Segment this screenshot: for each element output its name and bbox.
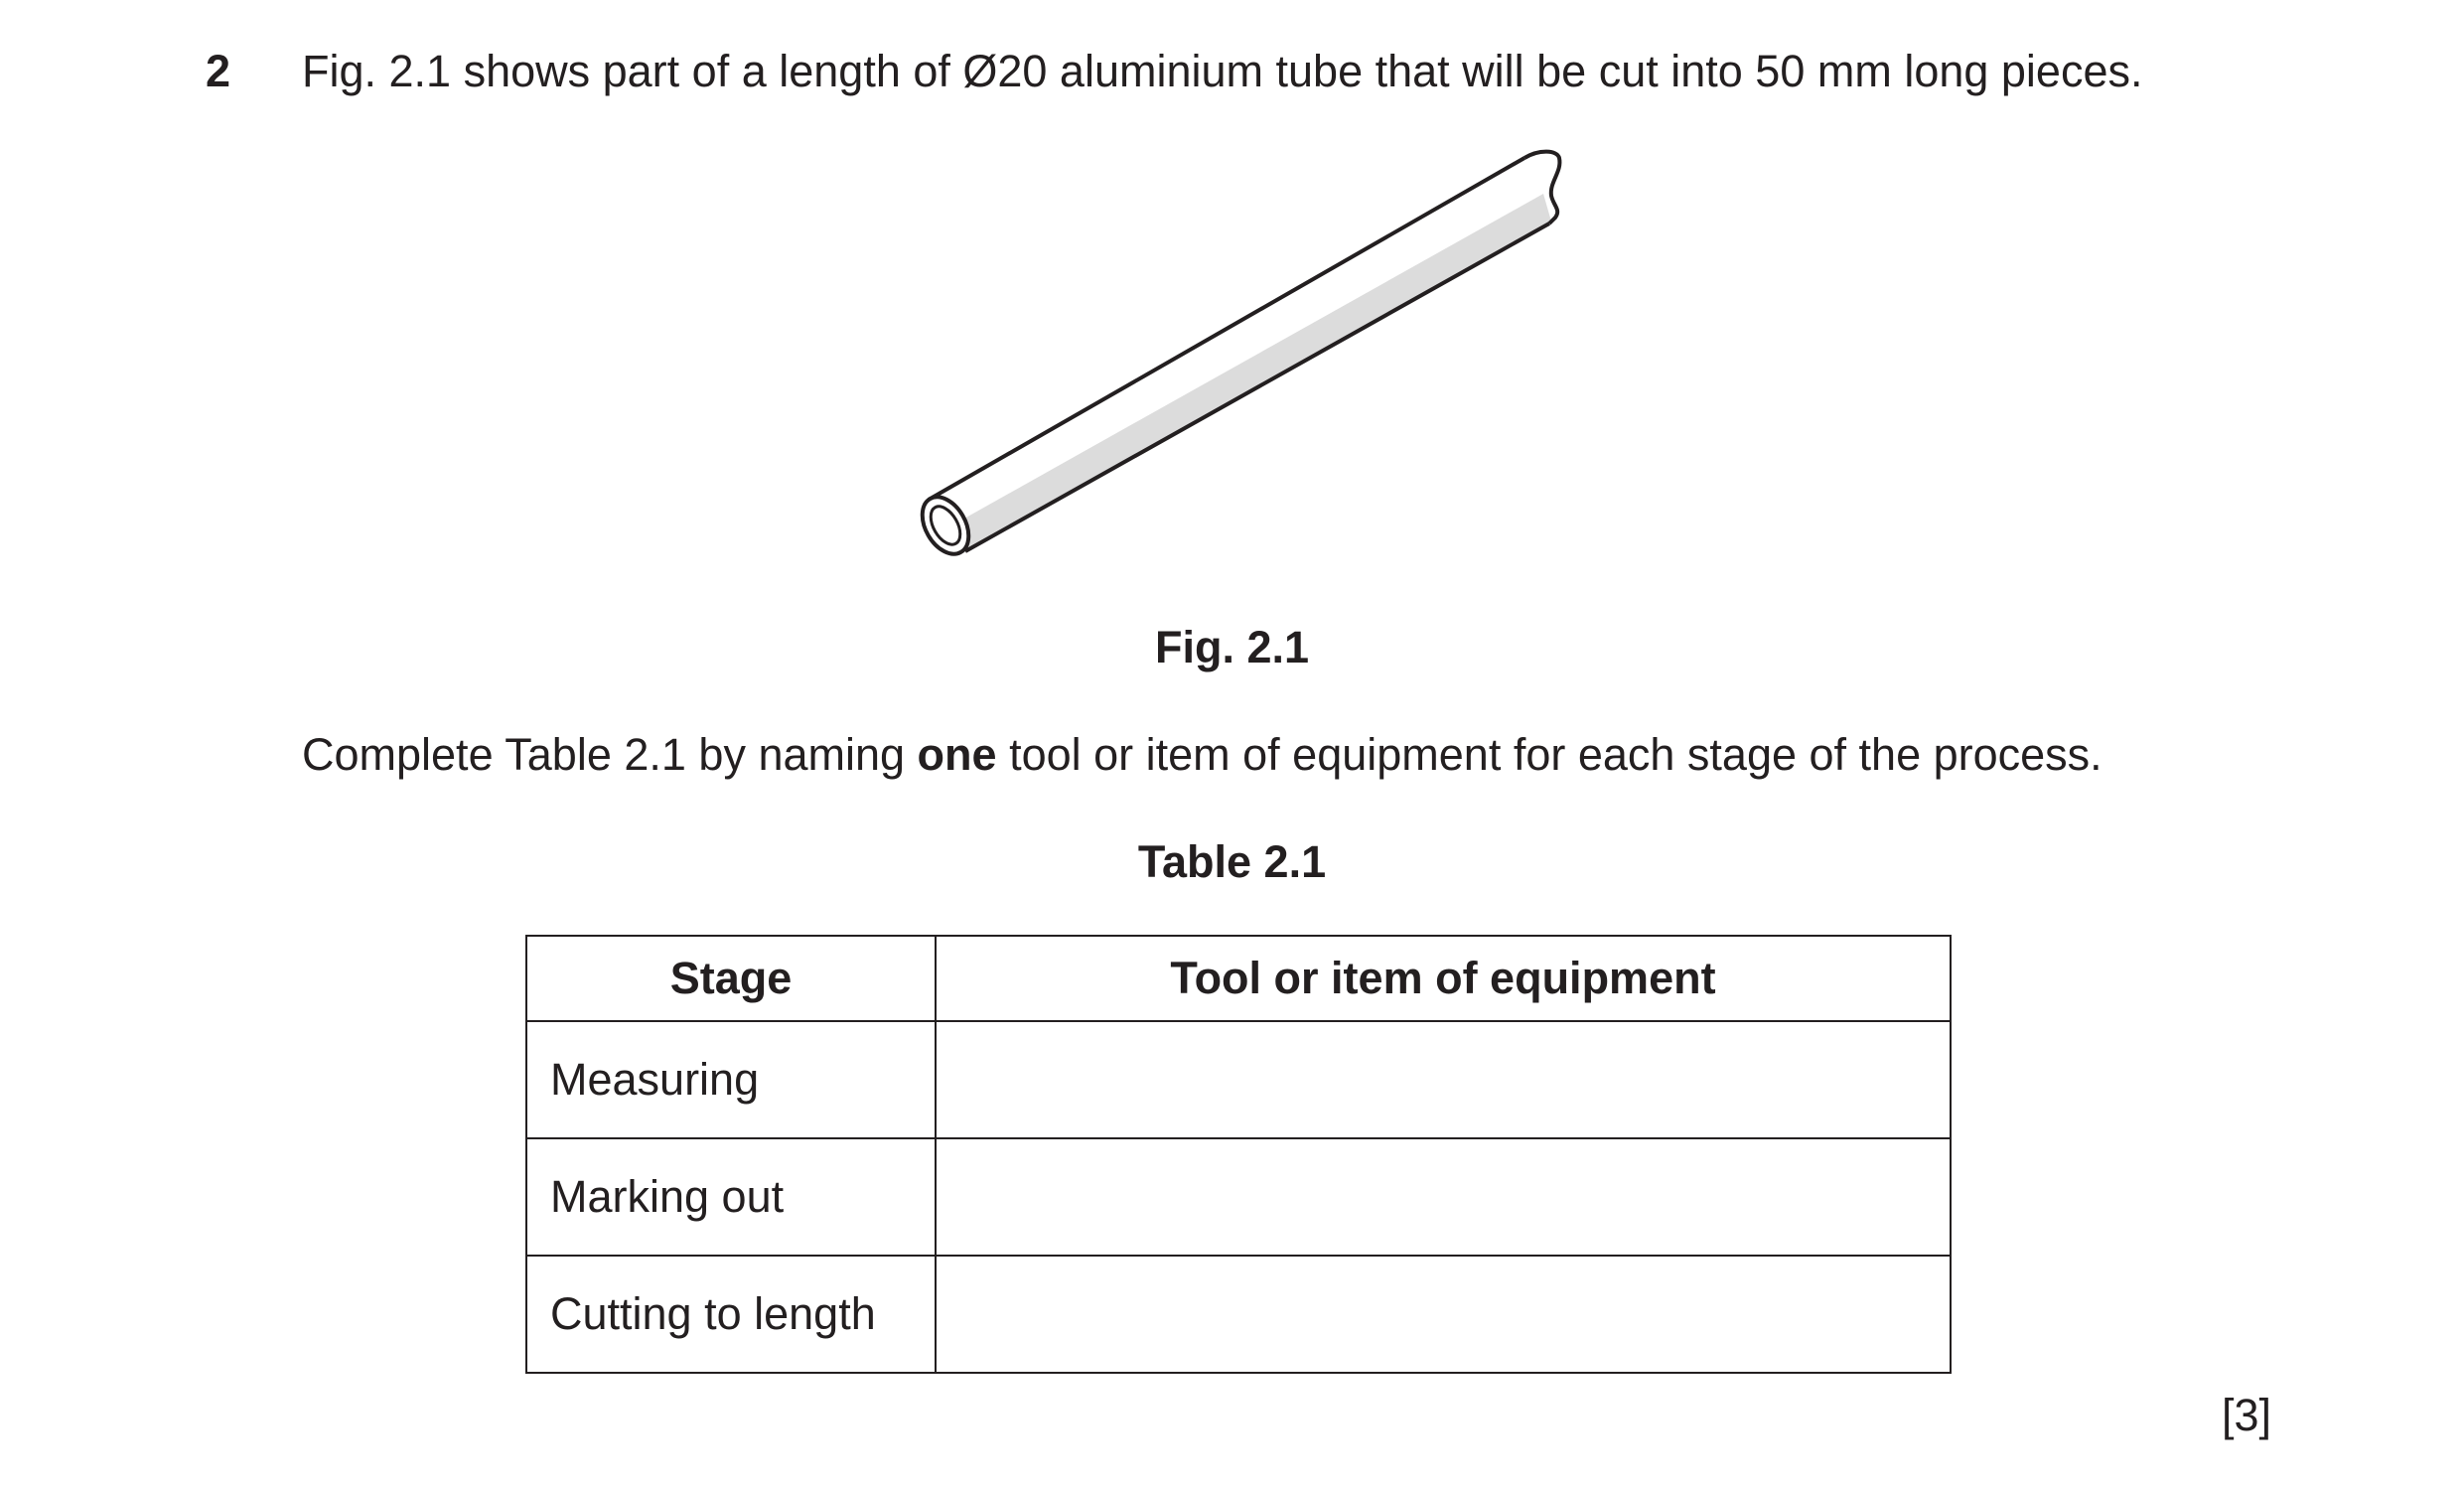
stage-marking-out: Marking out [526,1138,936,1256]
table-row [526,1256,1951,1373]
table-row [526,1138,1951,1256]
instruction-after: tool or item of equipment for each stage of the process. [996,729,2102,780]
answer-cell-marking-out[interactable] [936,1138,1951,1256]
instruction-before: Complete Table 2.1 by naming [302,729,918,780]
figure-caption: Fig. 2.1 [1154,622,1310,672]
stage-cutting-to-length: Cutting to length [526,1256,936,1373]
header-stage: Stage [526,936,936,1021]
table-header-row [526,936,1951,1021]
aluminium-tube-icon [914,144,1569,571]
instruction-emphasis: one [917,729,997,780]
aluminium-tube-figure [914,144,1569,571]
answer-cell-cutting-to-length[interactable] [936,1256,1951,1373]
tube-shading [955,194,1551,553]
stage-table [525,935,1952,1374]
tube-bottom-edge [965,223,1549,551]
table-caption: Table 2.1 [1137,836,1327,887]
marks-allocation: [3] [2221,1390,2271,1440]
answer-cell-measuring[interactable] [936,1021,1951,1138]
tube-top-edge [929,158,1524,500]
question-intro: Fig. 2.1 shows part of a length of Ø20 aluminium tube that will be cut into 50 mm long pieces. [302,46,2143,96]
header-tool: Tool or item of equipment [936,936,1951,1021]
stage-measuring: Measuring [526,1021,936,1138]
instruction-text [302,725,2102,785]
question-number: 2 [206,46,231,96]
table-row [526,1021,1951,1138]
